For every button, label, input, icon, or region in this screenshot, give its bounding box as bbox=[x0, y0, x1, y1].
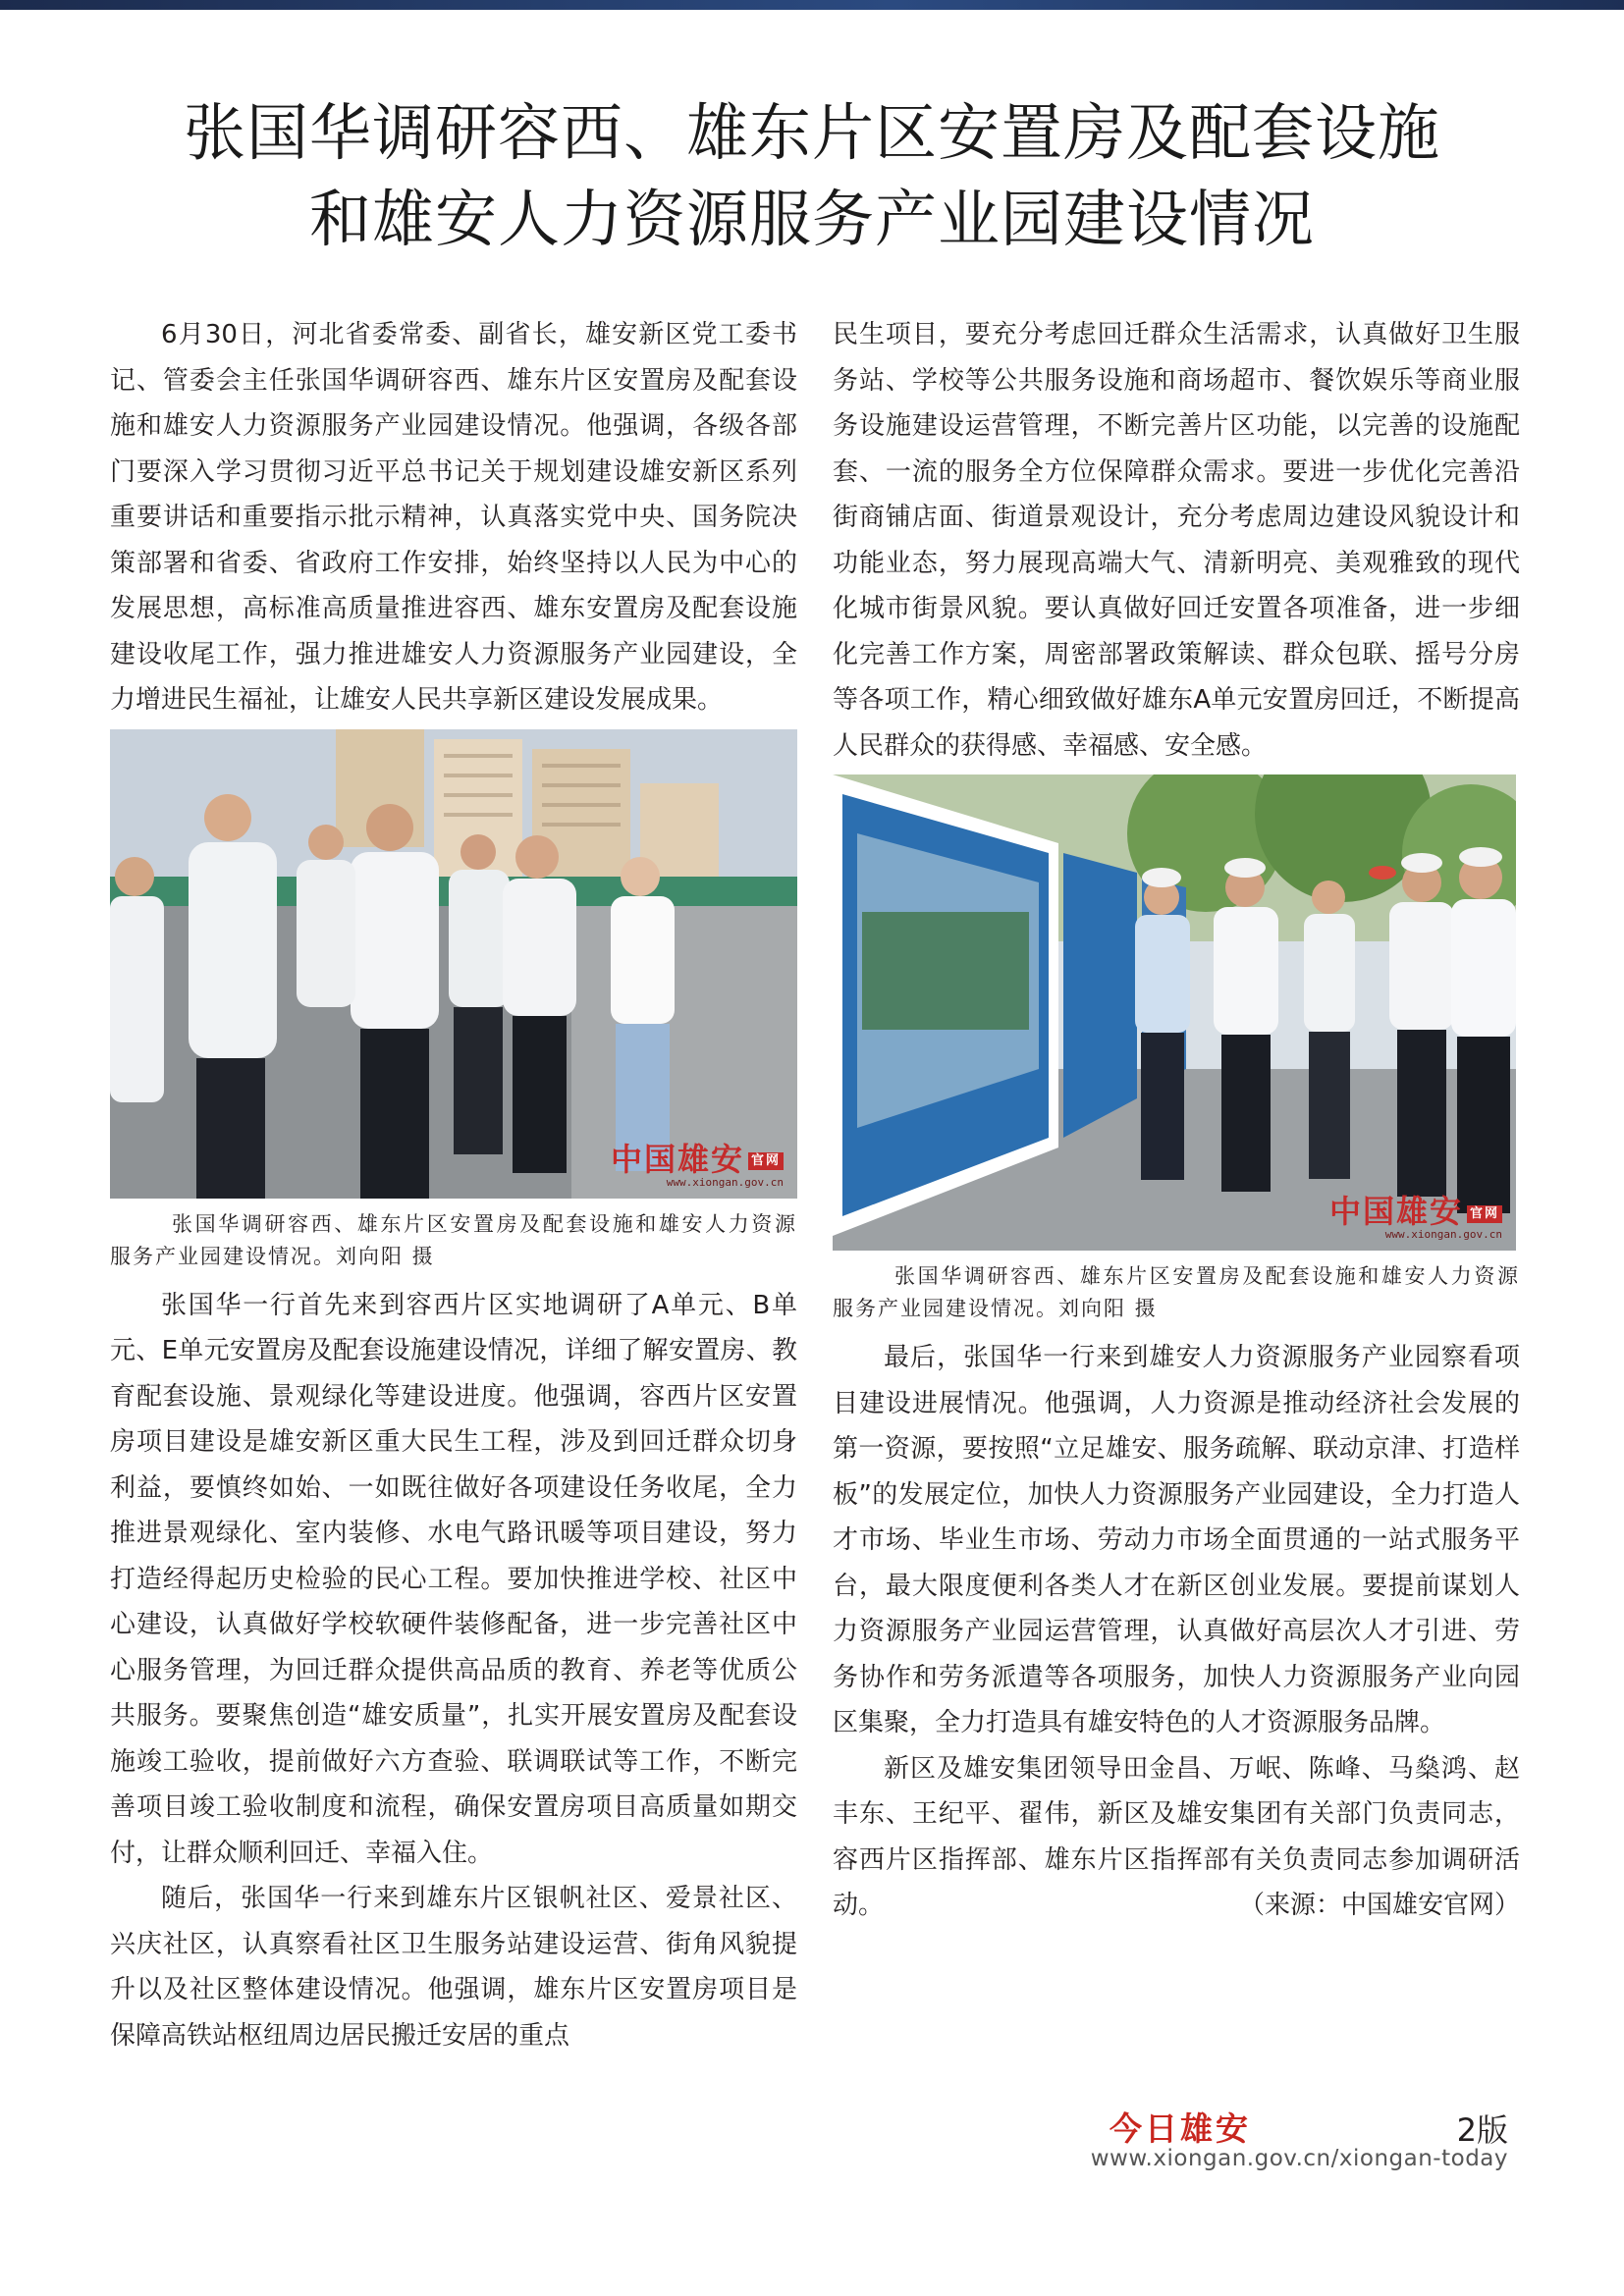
photo-inspection-group bbox=[110, 729, 797, 1199]
watermark-xiongan-2 bbox=[1329, 1195, 1502, 1241]
watermark-url-2: www.xiongan.gov.cn bbox=[1384, 1228, 1502, 1241]
paragraph-attendees: 新区及雄安集团领导田金昌、万岷、陈峰、马燊鸿、赵丰东、王纪平、翟伟，新区及雄安集团有关部门负责同志，容西片区指挥部、雄东片区指挥部有关负责同志参加调研活动。 bbox=[833, 1753, 1520, 1920]
top-color-bar bbox=[0, 0, 1624, 10]
paragraph-rongxi: 张国华一行首先来到容西片区实地调研了A单元、B单元、E单元安置房及配套设施建设情况，详细了解安置房、教育配套设施、景观绿化等建设进度。他强调，容西片区安置房项目建设是雄安新区重大民生工程，涉及到回迁群众切身利益，要慎终如始、一如既往做好各项建设任务收尾，全力推进景观绿化、室内装修、水电气路讯暖等项目建设，努力打造经得起历史检验的民心工程。要加快推进学校、社区中心建设，认真做好学校软硬件装修配备，进一步完善社区中心服务管理，为回迁群众提供高品质的教育、养老等优质公共服务。要聚焦创造“雄安质量”，扎实开展安置房及配套设施竣工验收，提前做好六方查验、联调联试等工作，不断完善项目竣工验收制度和流程，确保安置房项目高质量如期交付，让群众顺利回迁、幸福入住。 bbox=[110, 1290, 797, 1868]
footer-page-number: 2版 bbox=[1456, 2111, 1508, 2149]
left-column bbox=[110, 312, 797, 2058]
photo-1-illustration bbox=[110, 729, 797, 1199]
article-source: （来源：中国雄安官网） bbox=[1238, 1891, 1520, 1920]
photo-2-caption: 张国华调研容西、雄东片区安置房及配套设施和雄安人力资源服务产业园建设情况。刘向阳 摄 bbox=[833, 1264, 1520, 1320]
watermark-xiongan bbox=[610, 1140, 784, 1189]
title-line-1: 张国华调研容西、雄东片区安置房及配套设施 bbox=[184, 97, 1440, 169]
watermark-badge-2: 官网 bbox=[1467, 1205, 1502, 1223]
photo-1-caption: 张国华调研容西、雄东片区安置房及配套设施和雄安人力资源服务产业园建设情况。刘向阳 摄 bbox=[110, 1211, 797, 1268]
watermark-badge: 官网 bbox=[748, 1152, 784, 1170]
paragraph-xiongdong-continued: 民生项目，要充分考虑回迁群众生活需求，认真做好卫生服务站、学校等公共服务设施和商场超市、餐饮娱乐等商业服务设施建设运营管理，不断完善片区功能，以完善的设施配套、一流的服务全方位保障群众需求。要进一步优化完善沿街商铺店面、街道景观设计，充分考虑周边建设风貌设计和功能业态，努力展现高端大气、清新明亮、美观雅致的现代化城市街景风貌。要认真做好回迁安置各项准备，进一步细化完善工作方案，周密部署政策解读、群众包联、摇号分房等各项工作，精心细致做好雄东A单元安置房回迁，不断提高人民群众的获得感、幸福感、安全感。 bbox=[833, 320, 1520, 761]
paragraph-hr-park: 最后，张国华一行来到雄安人力资源服务产业园察看项目建设进展情况。他强调，人力资源是推动经济社会发展的第一资源，要按照“立足雄安、服务疏解、联动京津、打造样板”的发展定位，加快人力资源服务产业园建设，全力打造人才市场、毕业生市场、劳动力市场全面贯通的一站式服务平台，最大限度便利各类人才在新区创业发展。要提前谋划人力资源服务产业园运营管理，认真做好高层次人才引进、劳务协作和劳务派遣等各项服务，加快人力资源服务产业向园区集聚，全力打造具有雄安特色的人才资源服务品牌。 bbox=[833, 1343, 1520, 1737]
article-title bbox=[0, 90, 1624, 263]
paragraph-xiongdong: 随后，张国华一行来到雄东片区银帆社区、爱景社区、兴庆社区，认真察看社区卫生服务站建设运营、街角风貌提升以及社区整体建设情况。他强调，雄东片区安置房项目是保障高铁站枢纽周边居民搬迁安居的重点 bbox=[110, 1884, 797, 2051]
right-column bbox=[833, 312, 1520, 1929]
watermark-logo-2: 中国雄安 bbox=[1328, 1193, 1463, 1230]
watermark-url: www.xiongan.gov.cn bbox=[666, 1175, 784, 1189]
photo-2-illustration bbox=[833, 774, 1516, 1251]
title-line-2: 和雄安人力资源服务产业园建设情况 bbox=[309, 184, 1315, 255]
watermark-logo: 中国雄安 bbox=[610, 1140, 744, 1178]
footer-brand-logo: 今日雄安 bbox=[1110, 2109, 1251, 2148]
footer-url: www.xiongan.gov.cn/xiongan-today bbox=[1090, 2146, 1508, 2171]
paragraph-intro: 6月30日，河北省委常委、副省长，雄安新区党工委书记、管委会主任张国华调研容西、雄东片区安置房及配套设施和雄安人力资源服务产业园建设情况。他强调，各级各部门要深入学习贯彻习近平总书记关于规划建设雄安新区系列重要讲话和重要指示批示精神，认真落实党中央、国务院决策部署和省委、省政府工作安排，始终坚持以人民为中心的发展思想，高标准高质量推进容西、雄东安置房及配套设施建设收尾工作，强力推进雄安人力资源服务产业园建设，全力增进民生福祉，让雄安人民共享新区建设发展成果。 bbox=[110, 320, 797, 715]
photo-display-boards bbox=[833, 774, 1516, 1251]
